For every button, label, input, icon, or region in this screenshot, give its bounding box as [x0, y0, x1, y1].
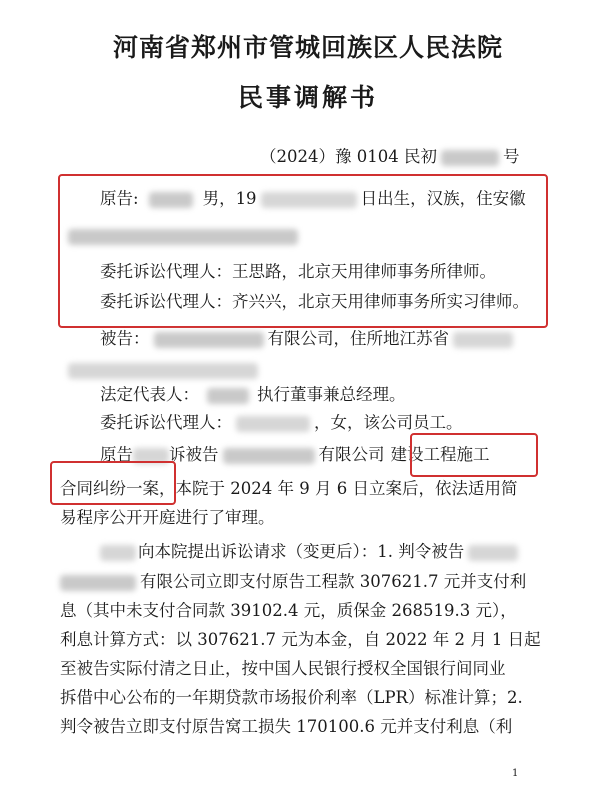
case-line2-a: 合同纠纷一案 [60, 479, 159, 498]
redacted-block [223, 448, 315, 464]
case-line2-b: ，本院于 2024 年 9 月 6 日立案后，依法适用简 [159, 479, 518, 498]
defendant-text: 有限公司，住所地江苏省 [267, 329, 449, 348]
redacted-block [60, 575, 136, 591]
case-line-2 [60, 479, 517, 499]
claim-line-1 [100, 542, 518, 562]
redacted-block [207, 388, 249, 404]
redacted-block [100, 545, 136, 561]
plaintiff-address-line [68, 226, 298, 246]
claim-line-6: 拆借中心公布的一年期贷款市场报价利率（LPR）标准计算；2. [60, 688, 523, 707]
claim-line-7: 判令被告立即支付原告窝工损失 170100.6 元并支付利息（利 [60, 717, 513, 736]
case-line1-b: 诉被告 [169, 445, 219, 464]
document-type-title: 民事调解书 [237, 83, 378, 112]
redacted-block [236, 416, 310, 432]
claim-line-5: 至被告实际付清之日止，按中国人民银行授权全国银行间同业 [60, 659, 506, 678]
claim-line-3: 息（其中未支付合同款 39102.4 元，质保金 268519.3 元）， [60, 601, 517, 620]
case-line-1 [100, 445, 490, 465]
legal-rep-label: 法定代表人： [100, 385, 199, 404]
case-line1-d: 建设工程施工 [390, 445, 490, 464]
page-number: 1 [512, 768, 519, 779]
defendant-address-line [68, 360, 258, 380]
case-line-3: 易程序公开开庭进行了审理。 [60, 508, 275, 527]
plaintiff-line [100, 189, 526, 209]
claim-line1-a: 向本院提出诉讼请求（变更后）：1. 判令被告 [138, 542, 465, 561]
redacted-block [468, 545, 518, 561]
redacted-block [68, 229, 298, 245]
agent3-text: ，女，该公司员工。 [314, 413, 463, 432]
agent3-line [100, 413, 463, 433]
legal-rep-line [100, 385, 406, 405]
redacted-block [453, 332, 513, 348]
redacted-block [154, 332, 264, 348]
legal-rep-text: 执行董事兼总经理。 [257, 385, 406, 404]
court-title: 河南省郑州市管城回族区人民法院 [112, 33, 503, 62]
agent2-line: 委托诉讼代理人：齐兴兴，北京天用律师事务所实习律师。 [100, 292, 529, 311]
case-number [260, 147, 519, 167]
redacted-block [68, 363, 258, 379]
plaintiff-gender: 男，19 [202, 189, 257, 208]
redacted-block [441, 150, 499, 166]
agent1-line: 委托诉讼代理人：王思路，北京天用律师事务所律师。 [100, 262, 496, 281]
claim-line-2 [60, 572, 526, 592]
redacted-block [261, 192, 357, 208]
redacted-block [149, 192, 193, 208]
case-line1-a: 原告 [100, 445, 133, 464]
redacted-block [133, 448, 169, 464]
agent3-label: 委托诉讼代理人： [100, 413, 232, 432]
case-number-suffix: 号 [502, 147, 520, 166]
case-line1-c: 有限公司 [318, 445, 385, 464]
plaintiff-born: 日出生，汉族，住安徽 [360, 189, 526, 208]
claim-line-4: 利息计算方式：以 307621.7 元为本金，自 2022 年 2 月 1 日起 [60, 630, 541, 649]
case-number-prefix: （2024）豫 0104 民初 [260, 147, 437, 166]
defendant-label: 被告： [100, 329, 150, 348]
plaintiff-label: 原告: [100, 189, 139, 208]
claim-line2: 有限公司立即支付原告工程款 307621.7 元并支付利 [140, 572, 527, 591]
defendant-line [100, 329, 513, 349]
